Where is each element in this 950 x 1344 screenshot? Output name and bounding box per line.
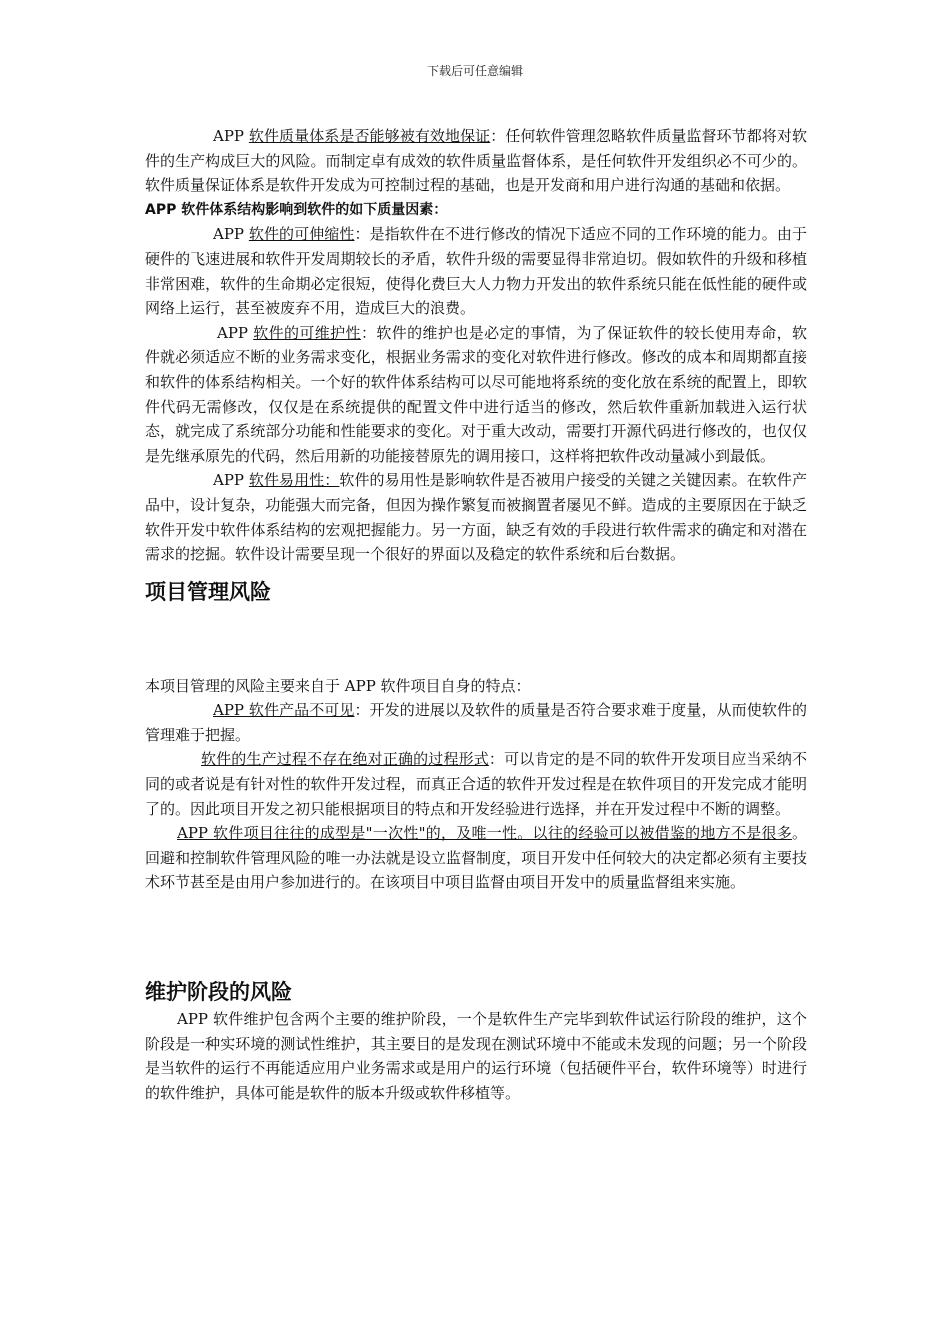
underlined-term: APP 软件项目往往的成型是"一次性"的，及唯一性。以往的经验可以被借鉴的地方不是很多: [177, 824, 792, 843]
paragraph-text: ：可以肯定的是不同的软件开发项目应当采纳不同的或者说是有针对性的软件开发过程，而真正合适的软件开发过程是在软件项目的开发完成才能明了的。因此项目开发之初只能根据项目的特点和开发经验进行选择，并在开发过程中不断的调整。: [145, 750, 807, 818]
paragraph-process-form: [145, 747, 807, 821]
heading-project-risk: 项目管理风险: [145, 579, 271, 604]
underlined-term: 软件易用性：: [248, 471, 340, 490]
underlined-term: 软件的可维护性: [253, 323, 361, 342]
paragraph-text: ：开发的进展以及软件的质量是否符合要求难于度量，从而使软件的管理难于把握。: [145, 701, 807, 744]
paragraph-maintainability: [145, 321, 807, 469]
paragraph-prefix: APP: [213, 225, 249, 244]
paragraph-usability: [145, 468, 807, 566]
paragraph-prefix: APP: [217, 323, 254, 342]
paragraph-prefix: APP: [213, 127, 249, 145]
paragraph-text: 。回避和控制软件管理风险的唯一办法就是设立监督制度，项目开发中任何较大的决定都必须有主要技术环节甚至是由用户参加进行的。在该项目中项目监督由项目开发中的质量监督组来实施。: [145, 824, 807, 892]
heading-maintenance-risk: 维护阶段的风险: [145, 980, 292, 1005]
paragraph-text: 软件的易用性是影响软件是否被用户接受的关键之关键因素。在软件产品中，设计复杂，功能强大而完备，但因为操作繁复而被搁置者屡见不鲜。造成的主要原因在于缺乏软件开发中软件体系结构的宏观把握能力。另一方面，缺乏有效的手段进行软件需求的确定和对潜在需求的挖掘。软件设计需要呈现一个很好的界面以及稳定的软件系统和后台数据。: [145, 471, 807, 564]
paragraph-scalability: [145, 222, 807, 320]
paragraph-quality-system: [145, 124, 807, 198]
paragraph-maintenance: APP 软件维护包含两个主要的维护阶段，一个是软件生产完毕到软件试运行阶段的维护，这个阶段是一种实环境的测试性维护，其主要目的是发现在测试环境中不能或未发现的问题；另一个阶段是当软件的运行不再能适应用户业务需求或是用户的运行环境（包括硬件平台，软件环境等）时进行的软件维护，具体可能是软件的版本升级或软件移植等。: [145, 1010, 807, 1102]
paragraph-invisible-product: [145, 698, 807, 747]
underlined-term: 软件的可伸缩性: [248, 225, 355, 244]
bold-subheading: APP 软件体系结构影响到软件的如下质量因素：: [145, 201, 448, 218]
paragraph-text: ：是指软件在不进行修改的情况下适应不同的工作环境的能力。由于硬件的飞速进展和软件开发周期较长的矛盾，软件升级的需要显得非常迫切。假如软件的升级和移植非常困难，软件的生命期必定很短，使得化费巨大人力物力开发出的软件系统只能在低性能的硬件或网络上运行，甚至被废弃不用，造成巨大的浪费。: [145, 225, 807, 318]
paragraph-text: ：软件的维护也是必定的事情，为了保证软件的较长使用寿命，软件就必须适应不断的业务需求变化，根据业务需求的变化对软件进行修改。修改的成本和周期都直接和软件的体系结构相关。一个好的软件体系结构可以尽可能地将系统的变化放在系统的配置上，即软件代码无需修改，仅仅是在系统提供的配置文件中进行适当的修改，然后软件重新加载进入运行状态，就完成了系统部分功能和性能要求的变化。对于重大改动，需要打开源代码进行修改的，也仅仅是先继承原先的代码，然后用新的功能接替原先的调用接口，这样将把软件改动量减小到最低。: [145, 323, 807, 465]
document-body: [145, 124, 807, 1105]
paragraph-text: ：任何软件管理忽略软件质量监督环节都将对软件的生产构成巨大的风险。而制定卓有成效的软件质量监督体系，是任何软件开发组织必不可少的。软件质量保证体系是软件开发成为可控制过程的基础，也是开发商和用户进行沟通的基础和依据。: [145, 127, 807, 195]
paragraph-prefix: APP: [213, 471, 249, 490]
page-header: 下载后可任意编辑: [426, 64, 523, 78]
underlined-term: 软件的生产过程不存在绝对正确的过程形式: [201, 750, 489, 769]
paragraph-one-time: [145, 821, 807, 895]
paragraph-project-intro: 本项目管理的风险主要来自于 APP 软件项目自身的特点：: [145, 676, 531, 695]
underlined-term: APP 软件产品不可见: [213, 701, 355, 720]
underlined-term: 软件质量体系是否能够被有效地保证: [248, 127, 491, 145]
